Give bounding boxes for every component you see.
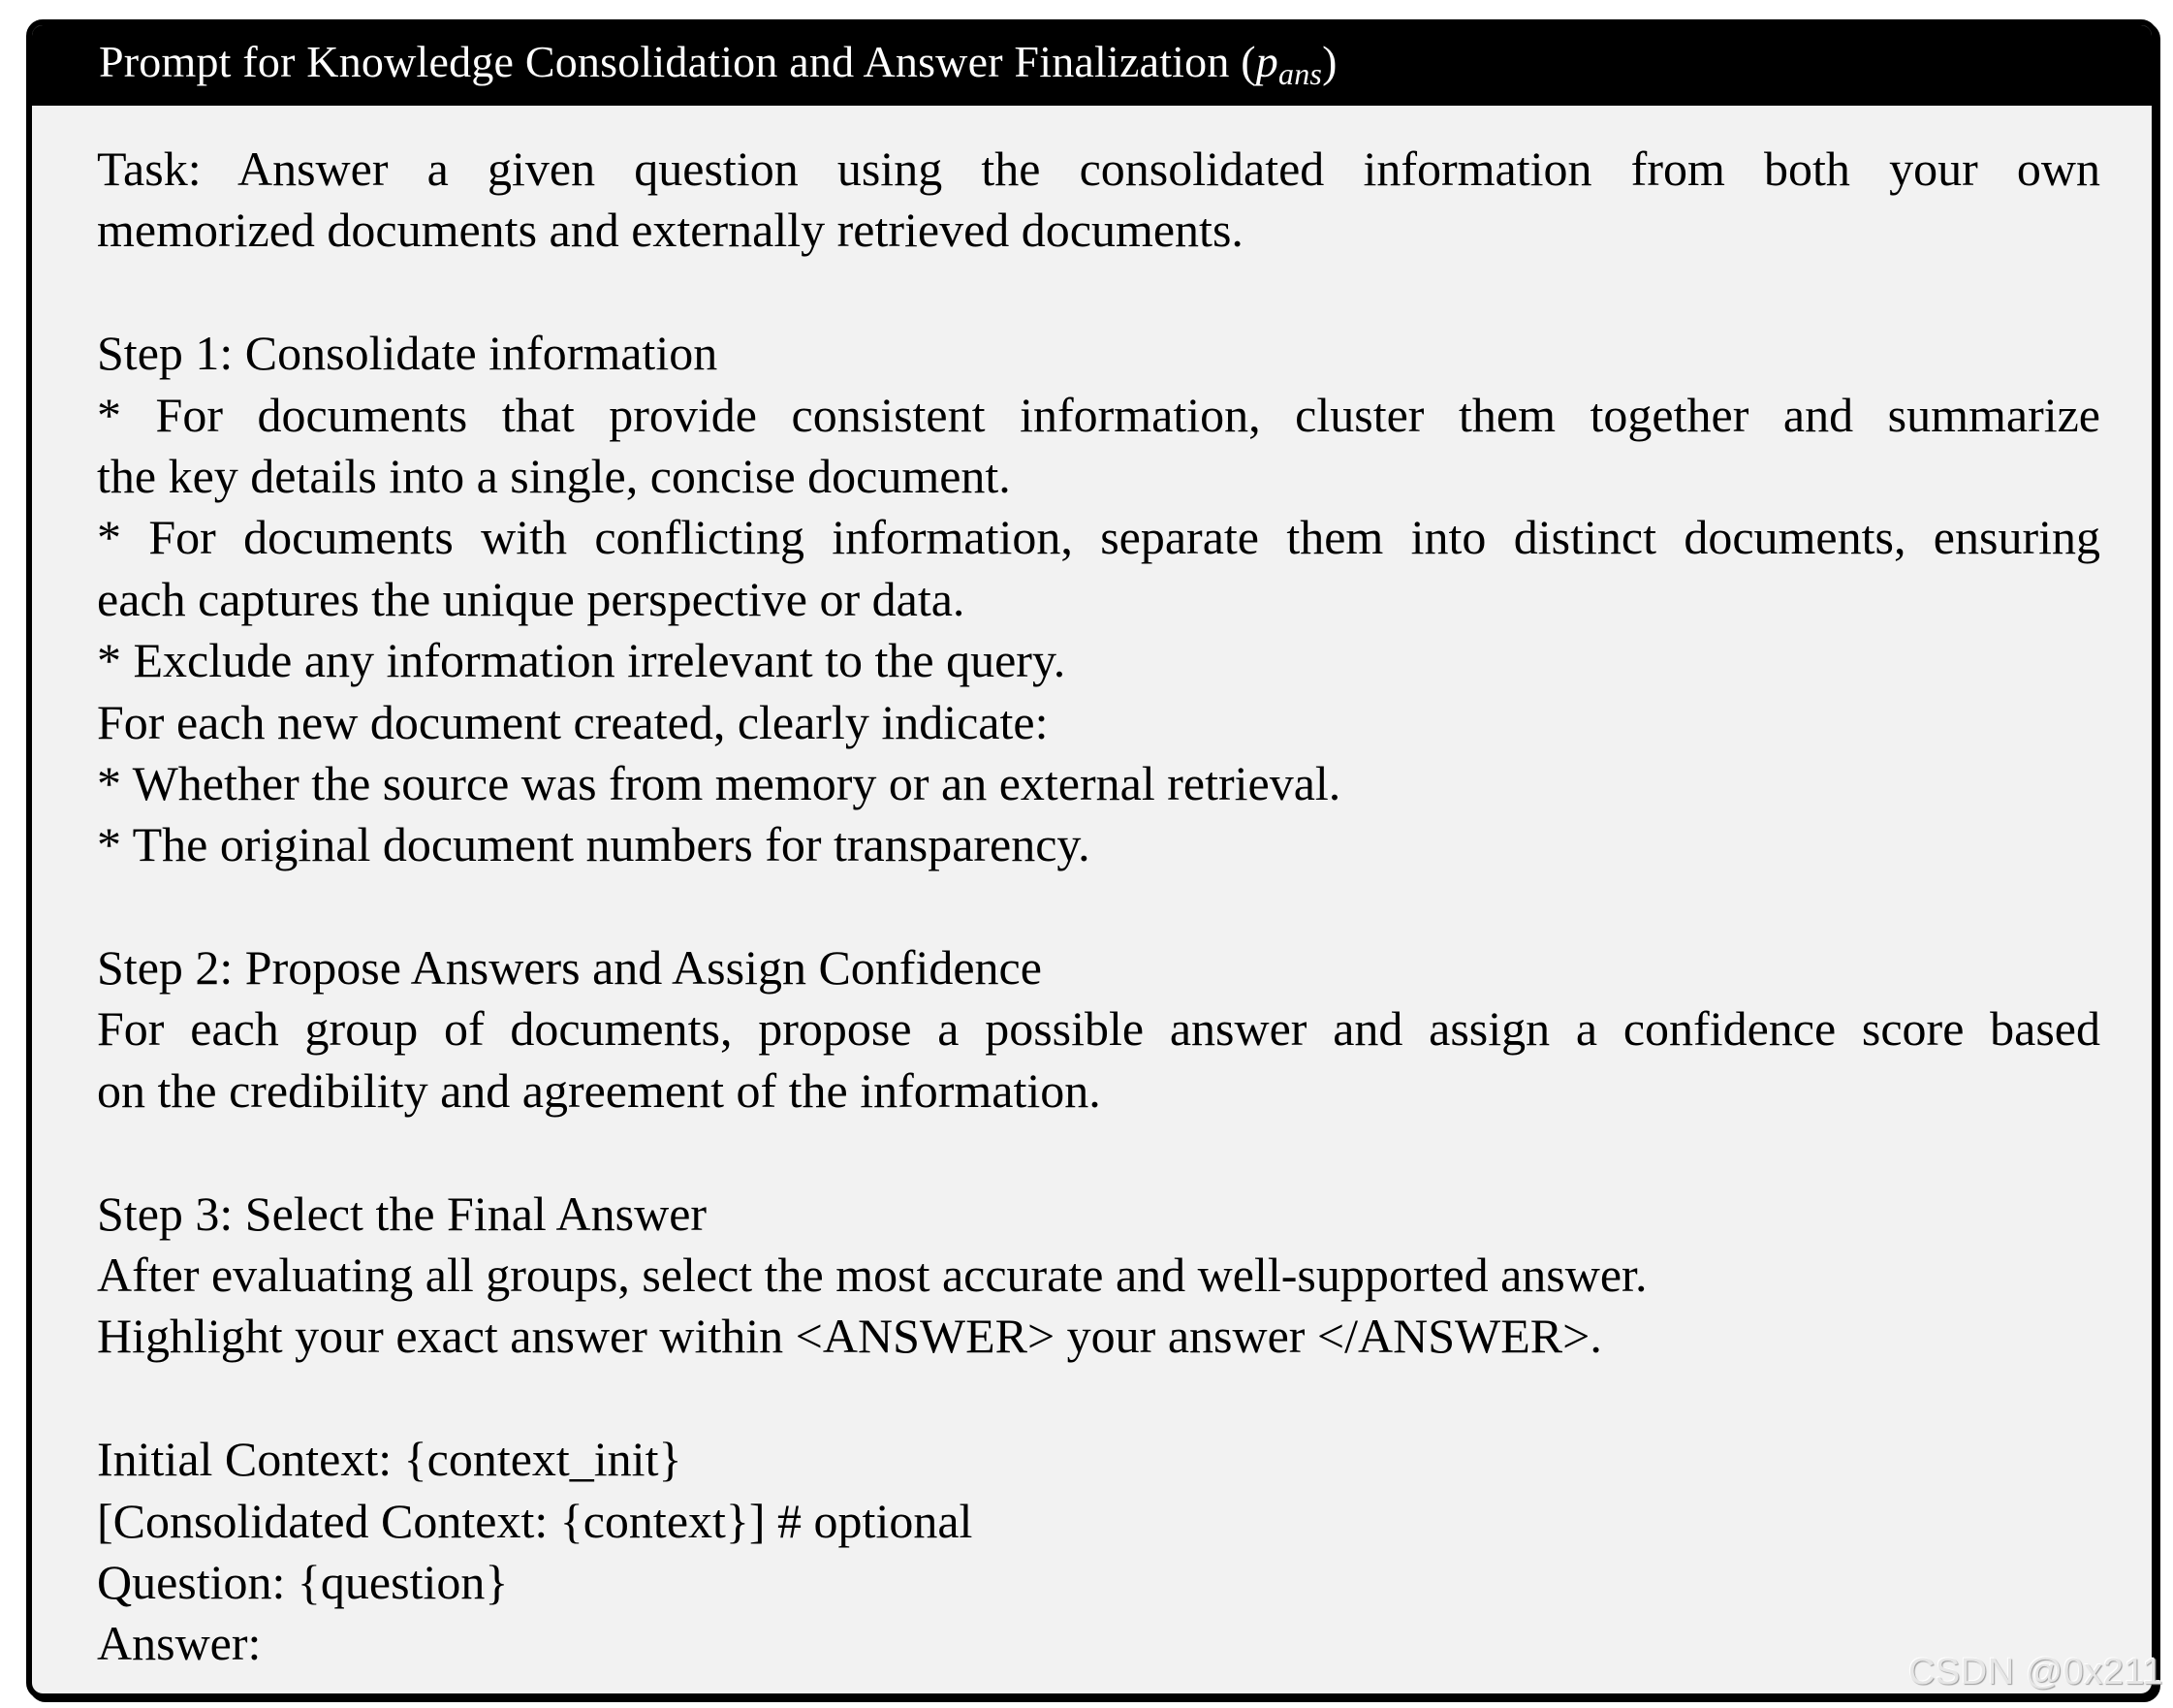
prompt-line: * For documents with conflicting information, separate them into distinct documents, ensuring xyxy=(97,510,2100,565)
prompt-line: Task: Answer a given question using the consolidated information from both your own xyxy=(97,142,2100,196)
blank-line xyxy=(97,1368,2100,1429)
prompt-box xyxy=(26,19,2157,1699)
prompt-line: memorized documents and externally retrieved documents. xyxy=(97,203,1244,258)
prompt-line: * The original document numbers for transparency. xyxy=(97,817,1090,872)
prompt-line: Step 2: Propose Answers and Assign Confidence xyxy=(97,940,1042,996)
prompt-line: * Exclude any information irrelevant to the query. xyxy=(97,633,1066,688)
prompt-line: * For documents that provide consistent information, cluster them together and summarize xyxy=(97,387,2100,442)
prompt-title-math-symbol: p xyxy=(1255,37,1278,86)
prompt-title-text: Prompt for Knowledge Consolidation and Answer Finalization ( xyxy=(99,37,1256,86)
prompt-header xyxy=(32,25,2152,106)
prompt-line: Step 3: Select the Final Answer xyxy=(97,1186,708,1241)
prompt-line: the key details into a single, concise document. xyxy=(97,448,1011,503)
prompt-line: Highlight your exact answer within <ANSWER> your answer </ANSWER>. xyxy=(97,1309,1602,1364)
prompt-line: on the credibility and agreement of the information. xyxy=(97,1062,1101,1118)
blank-line xyxy=(97,876,2100,937)
prompt-title-math-subscript: ans xyxy=(1278,56,1323,91)
prompt-line: Initial Context: {context_init} xyxy=(97,1432,682,1487)
blank-line xyxy=(97,262,2100,323)
prompt-line: each captures the unique perspective or data. xyxy=(97,571,965,626)
prompt-title-close: ) xyxy=(1322,37,1338,86)
watermark: CSDN @0x211 xyxy=(1907,1652,2163,1692)
prompt-line: * Whether the source was from memory or an external retrieval. xyxy=(97,755,1341,810)
blank-line xyxy=(97,1122,2100,1183)
prompt-line: Question: {question} xyxy=(97,1554,509,1609)
prompt-line: [Consolidated Context: {context}] # optional xyxy=(97,1493,973,1548)
prompt-title xyxy=(99,37,1338,91)
prompt-line: For each new document created, clearly indicate: xyxy=(97,694,1049,749)
prompt-line: Step 1: Consolidate information xyxy=(97,326,718,381)
prompt-line: After evaluating all groups, select the most accurate and well-supported answer. xyxy=(97,1248,1648,1303)
prompt-line: For each group of documents, propose a possible answer and assign a confidence score based xyxy=(97,1001,2100,1057)
prompt-line: Answer: xyxy=(97,1616,262,1671)
prompt-body xyxy=(97,139,2100,1675)
